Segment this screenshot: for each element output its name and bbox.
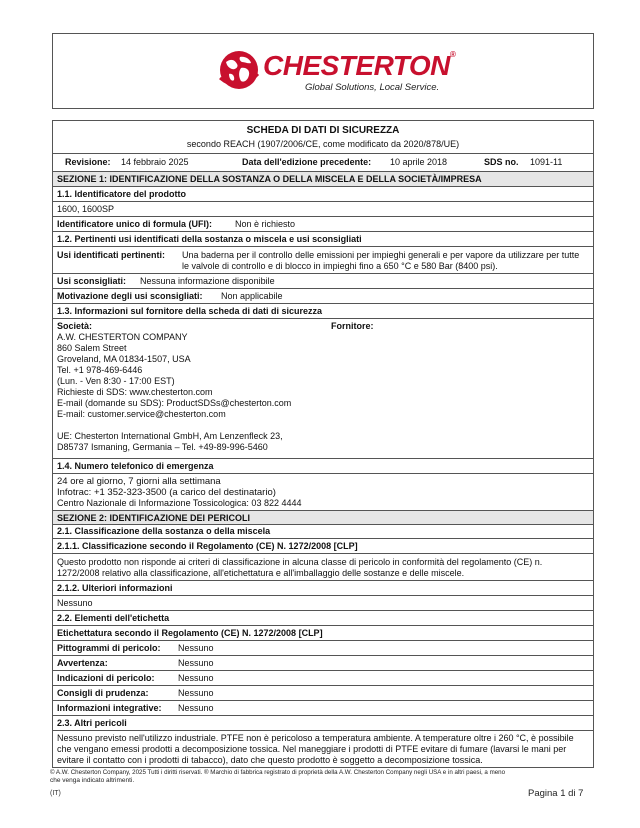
emergency-line-2: Infotrac: +1 352-323-3500 (a carico del destinatario) xyxy=(57,487,276,498)
label-element-value: Nessuno xyxy=(178,673,214,683)
subsection-2-2-header xyxy=(53,611,593,626)
other-hazards-line-1: Nessuno previsto nell'utilizzo industriale. PTFE non è pericoloso a temperatura ambiente. A temperature oltre i 260 °C, è possibile xyxy=(57,733,574,743)
label-element-row xyxy=(53,701,593,716)
company-line: Tel. +1 978-469-6446 xyxy=(57,365,143,375)
section-2-title: SEZIONE 2: IDENTIFICAZIONE DEI PERICOLI xyxy=(57,513,251,523)
other-hazards-row xyxy=(53,731,593,767)
classification-line-1: Questo prodotto non risponde ai criteri di classificazione in alcuna classe di pericolo in conformità del regolamento (CE) n. xyxy=(57,557,543,567)
identified-uses-row xyxy=(53,247,593,274)
globe-icon xyxy=(217,48,261,92)
ufi-label: Identificatore unico di formula (UFI): xyxy=(57,219,212,229)
revision-value: 14 febbraio 2025 xyxy=(121,157,189,167)
subsection-1-4-header xyxy=(53,459,593,474)
ufi-row xyxy=(53,217,593,232)
revision-label: Revisione: xyxy=(65,157,111,167)
other-hazards-line-2: che vengano emessi prodotti a decomposizione tossica. Nel maneggiare i prodotti di PTFE evitare di fumare (lavarsi le mani per xyxy=(57,744,567,754)
reason-value: Non applicabile xyxy=(221,291,283,301)
company-line: E-mail (domande su SDS): ProductSDSs@chesterton.com xyxy=(57,398,292,408)
classification-text-row xyxy=(53,554,593,581)
previous-edition-value: 10 aprile 2018 xyxy=(390,157,448,167)
subsection-2-1-title: 2.1. Classificazione della sostanza o della miscela xyxy=(57,526,271,536)
section-1-title: SEZIONE 1: IDENTIFICAZIONE DELLA SOSTANZA O DELLA MISCELA E DELLA SOCIETÀ/IMPRESA xyxy=(57,174,482,184)
subsection-1-1-header xyxy=(53,187,593,202)
reason-label: Motivazione degli usi sconsigliati: xyxy=(57,291,203,301)
reason-row xyxy=(53,289,593,304)
copyright-line-1: © A.W. Chesterton Company, 2025 Tutti i diritti riservati. ® Marchio di fabbrica registrato di proprietà della A.W. Chesterton Company negli USA e in altri paesi, a meno xyxy=(50,769,506,776)
identified-uses-label: Usi identificati pertinenti: xyxy=(57,250,166,260)
product-identifier: 1600, 1600SP xyxy=(57,204,115,214)
identified-uses-line-1: Una baderna per il controllo delle emissioni per impieghi generali e per vapore da utilizzare per tutte xyxy=(182,250,580,260)
further-info-row xyxy=(53,596,593,611)
subsection-2-3-title: 2.3. Altri pericoli xyxy=(57,718,127,728)
label-element-value: Nessuno xyxy=(178,688,214,698)
chesterton-logo xyxy=(217,48,477,98)
copyright-note xyxy=(50,769,598,785)
subsection-2-1-2-title: 2.1.2. Ulteriori informazioni xyxy=(57,583,173,593)
subsection-2-3-header xyxy=(53,716,593,731)
label-element-label: Avvertenza: xyxy=(57,658,108,668)
emergency-block xyxy=(53,474,593,511)
subsection-2-1-header xyxy=(53,525,593,539)
label-element-row xyxy=(53,686,593,701)
subsection-2-2-title: 2.2. Elementi dell'etichetta xyxy=(57,613,170,623)
label-element-label: Informazioni integrative: xyxy=(57,703,162,713)
subsection-1-3-title: 1.3. Informazioni sul fornitore della scheda di dati di sicurezza xyxy=(57,306,323,316)
document-title: SCHEDA DI DATI DI SICUREZZA xyxy=(246,125,400,136)
eu-address-line-1: UE: Chesterton International GmbH, Am Lenzenfleck 23, xyxy=(57,431,283,441)
sds-sheet xyxy=(52,120,594,768)
title-block xyxy=(53,121,593,154)
subsection-2-1-1-header xyxy=(53,539,593,554)
label-element-value: Nessuno xyxy=(178,658,214,668)
label-element-row xyxy=(53,641,593,656)
label-element-label: Pittogrammi di pericolo: xyxy=(57,643,161,653)
identified-uses-line-2: le valvole di controllo e di blocco in impieghi fino a 650 °C e 580 Bar (8400 psi). xyxy=(182,261,498,271)
language-code: (IT) xyxy=(50,790,61,797)
sds-number-label: SDS no. xyxy=(484,157,519,167)
label-element-value: Nessuno xyxy=(178,643,214,653)
ufi-value: Non è richiesto xyxy=(235,219,296,229)
label-element-label: Consigli di prudenza: xyxy=(57,688,149,698)
logo-box xyxy=(52,33,594,109)
company-line: (Lun. - Ven 8:30 - 17:00 EST) xyxy=(57,376,175,386)
company-line: A.W. CHESTERTON COMPANY xyxy=(57,332,188,342)
brand-name: CHESTERTON® xyxy=(263,50,456,81)
labelling-title: Etichettatura secondo il Regolamento (CE) N. 1272/2008 [CLP] xyxy=(57,628,323,638)
sds-number-value: 1091-11 xyxy=(530,157,563,167)
company-line: 860 Salem Street xyxy=(57,343,127,353)
classification-line-2: 1272/2008 relativo alla classificazione, all'etichettatura e all'imballaggio delle sostanze e delle miscele. xyxy=(57,568,465,578)
page-number: Pagina 1 di 7 xyxy=(528,788,584,799)
emergency-line-3: Centro Nazionale di Informazione Tossicologica: 03 822 4444 xyxy=(57,498,302,508)
emergency-line-1: 24 ore al giorno, 7 giorni alla settimana xyxy=(57,476,221,487)
section-2-header xyxy=(53,511,593,525)
uses-advised-against-row xyxy=(53,274,593,289)
section-1-header xyxy=(53,172,593,187)
subsection-1-2-title: 1.2. Pertinenti usi identificati della sostanza o miscela e usi sconsigliati xyxy=(57,234,362,244)
subsection-1-1-title: 1.1. Identificatore del prodotto xyxy=(57,189,187,199)
company-line: Richieste di SDS: www.chesterton.com xyxy=(57,387,213,397)
labelling-header-row xyxy=(53,626,593,641)
subsection-1-3-header xyxy=(53,304,593,319)
subsection-2-1-1-title: 2.1.1. Classificazione secondo il Regolamento (CE) N. 1272/2008 [CLP] xyxy=(57,541,358,551)
copyright-line-2: che venga indicato altrimenti. xyxy=(50,777,135,784)
uses-advised-against-value: Nessuna informazione disponibile xyxy=(140,276,275,286)
subsection-1-4-title: 1.4. Numero telefonico di emergenza xyxy=(57,461,214,471)
revision-row xyxy=(53,154,593,172)
company-line: Groveland, MA 01834-1507, USA xyxy=(57,354,191,364)
further-info-value: Nessuno xyxy=(57,598,93,608)
product-identifier-row xyxy=(53,202,593,217)
brand-tagline: Global Solutions, Local Service. xyxy=(305,82,440,93)
label-element-value: Nessuno xyxy=(178,703,214,713)
other-hazards-line-3: evitare il contatto con i prodotti di tabacco), dato che questo prodotto è soggetto a decomposizione tossica. xyxy=(57,755,483,765)
label-element-row xyxy=(53,671,593,686)
company-line: E-mail: customer.service@chesterton.com xyxy=(57,409,226,419)
previous-edition-label: Data dell'edizione precedente: xyxy=(242,157,372,167)
supplier-block xyxy=(53,319,593,459)
uses-advised-against-label: Usi sconsigliati: xyxy=(57,276,127,286)
supplier-label: Fornitore: xyxy=(331,321,374,331)
label-element-label: Indicazioni di pericolo: xyxy=(57,673,155,683)
document-subtitle: secondo REACH (1907/2006/CE, come modificato da 2020/878/UE) xyxy=(186,139,460,149)
eu-address-line-2: D85737 Ismaning, Germania – Tel. +49-89-996-5460 xyxy=(57,442,268,452)
subsection-1-2-header xyxy=(53,232,593,247)
label-element-row xyxy=(53,656,593,671)
subsection-2-1-2-header xyxy=(53,581,593,596)
company-label: Società: xyxy=(57,321,93,331)
